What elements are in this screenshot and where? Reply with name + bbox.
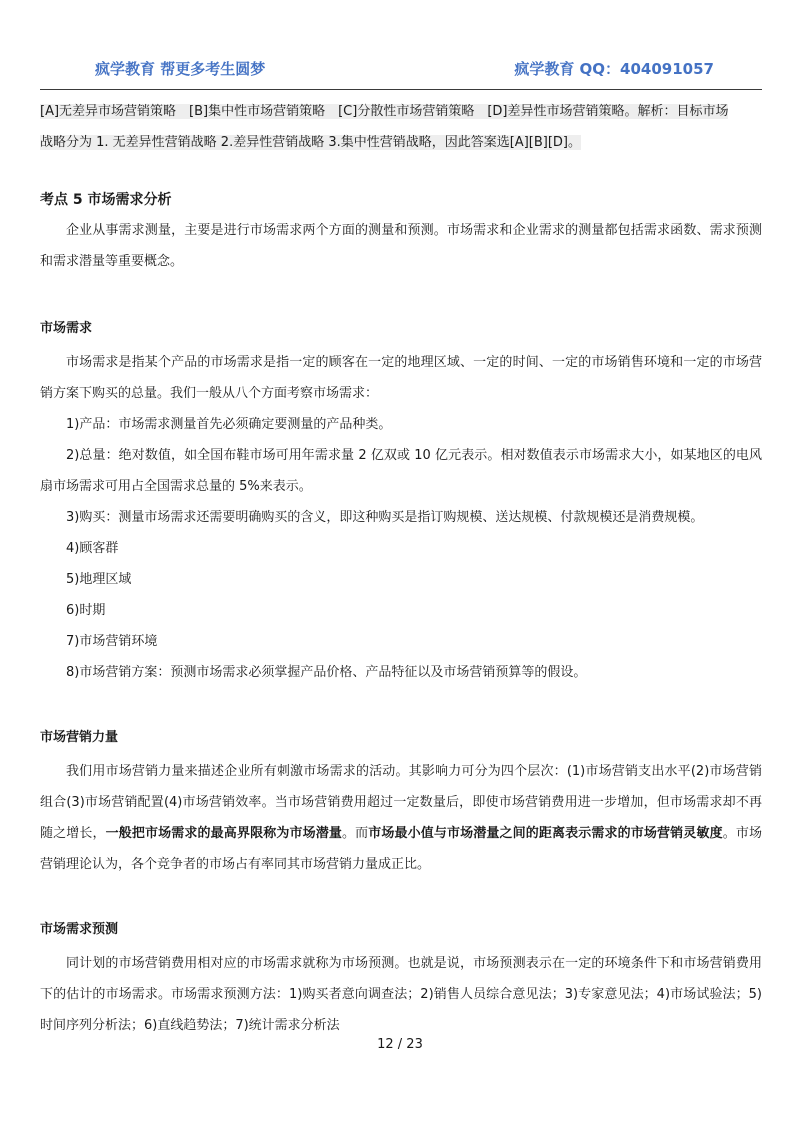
list-item: 7)市场营销环境 [66,634,158,649]
market-demand-intro: 市场需求是指某个产品的市场需求是指一定的顾客在一定的地理区域、一定的时间、一定的市场销售环境和一定的市场营销方案下购买的总量。我们一般从八个方面考察市场需求： [40,355,762,401]
section-title: 考点 5 市场需求分析 [40,192,172,208]
subsection-title-marketing-force: 市场营销力量 [40,730,119,745]
marketing-force-text-1: 我们用市场营销力量来描述企业所有刺激市场需求的活动。其影响力可分为四个层次：(1)市场营销支出水平(2)市场营销组合(3)市场营销配置(4)市场营销效率。当市场营销费用超过一定数量后，即使市场营销费用进一步增加，但市场需求却不再随之增长， [40,764,762,841]
list-item: 2)总量：绝对数值，如全国布鞋市场可用年需求量 2 亿双或 10 亿元表示。相对数值表示市场需求大小，如某地区的电风扇市场需求可用占全国需求总量的 5%来表示。 [40,448,762,494]
market-potential-definition: 一般把市场需求的最高界限称为市场潜量 [105,826,342,841]
list-item: 5)地理区域 [66,572,132,587]
list-item: 4)顾客群 [66,541,119,556]
section-intro: 企业从事需求测量，主要是进行市场需求两个方面的测量和预测。市场需求和企业需求的测量都包括需求函数、需求预测和需求潜量等重要概念。 [40,223,762,269]
list-item: 8)市场营销方案：预测市场需求必须掌握产品价格、产品特征以及市场营销预算等的假设。 [66,665,587,680]
page-header [40,58,762,80]
marketing-force-paragraph [40,756,762,880]
subsection-title-market-demand: 市场需求 [40,321,93,336]
list-item: 3)购买：测量市场需求还需要明确购买的含义，即这种购买是指订购规模、送达规模、付款规模还是消费规模。 [66,510,704,525]
answer-line-1: [A]无差异市场营销策略 [B]集中性市场营销策略 [C]分散性市场营销策略 [D]差异性市场营销策略。解析：目标市场 [40,104,729,119]
marketing-sensitivity-definition: 市场最小值与市场潜量之间的距离表示需求的市场营销灵敏度 [368,826,723,841]
marketing-force-text-2: 。而 [341,826,369,841]
forecast-paragraph: 同计划的市场营销费用相对应的市场需求就称为市场预测。也就是说，市场预测表示在一定的环境条件下和市场营销费用下的估计的市场需求。市场需求预测方法：1)购买者意向调查法；2)销售人员综合意见法；3)专家意见法；4)市场试验法；5)时间序列分析法；6)直线趋势法；7)统计需求分析法 [40,956,762,1033]
list-item: 6)时期 [66,603,106,618]
answer-line-2: 战略分为 1. 无差异性营销战略 2.差异性营销战略 3.集中性营销战略，因此答案选[A][B][D]。 [40,135,581,150]
subsection-title-forecast: 市场需求预测 [40,922,119,937]
answer-options [40,96,762,127]
page-number: 12 / 23 [377,1037,423,1052]
answer-explanation [40,127,762,158]
header-divider [40,89,762,90]
header-contact: 疯学教育 QQ：404091057 [514,60,714,78]
list-item: 1)产品：市场需求测量首先必须确定要测量的产品种类。 [66,417,392,432]
marketing-force-text-3: 。市场营销理论认为，各个竞争者的市场占有率同其市场营销力量成正比。 [40,826,762,872]
page-body [40,96,762,1041]
header-slogan: 疯学教育 帮更多考生圆梦 [95,60,266,78]
